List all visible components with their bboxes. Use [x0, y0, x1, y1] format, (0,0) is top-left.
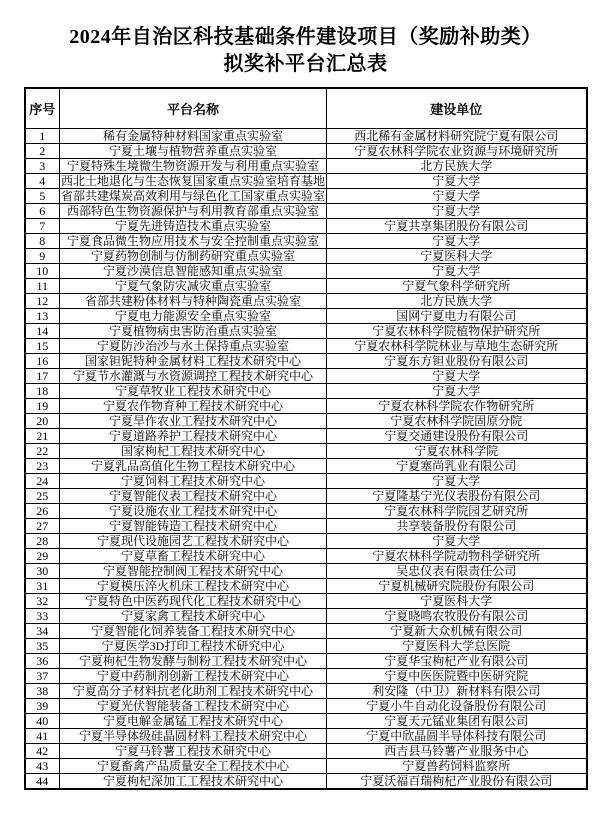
row-index-cell: 6	[25, 204, 60, 219]
platform-name-cell: 宁夏半导体级硅晶圆材料工程技术研究中心	[60, 729, 327, 744]
row-index-cell: 23	[25, 459, 60, 474]
row-index-cell: 17	[25, 369, 60, 384]
platform-name-cell: 宁夏先进铸造技术重点实验室	[60, 219, 327, 234]
builder-name-cell: 西北稀有金属材料研究院宁夏有限公司	[327, 129, 587, 144]
builder-name-cell: 宁夏大学	[327, 204, 587, 219]
builder-name-cell: 宁夏大学	[327, 369, 587, 384]
platform-name-cell: 宁夏中药制剂创新工程技术研究中心	[60, 669, 327, 684]
row-index-cell: 34	[25, 624, 60, 639]
table-row	[25, 669, 587, 684]
builder-name-cell: 宁夏农林科学院园艺研究所	[327, 504, 587, 519]
builder-name-cell: 北方民族大学	[327, 159, 587, 174]
builder-name-cell: 宁夏农林科学院林业与草地生态研究所	[327, 339, 587, 354]
row-index-cell: 4	[25, 174, 60, 189]
builder-name-cell: 宁夏农林科学院农作物研究所	[327, 399, 587, 414]
builder-name-cell: 利安隆（中卫）新材料有限公司	[327, 684, 587, 699]
row-index-cell: 43	[25, 759, 60, 774]
table-row	[25, 579, 587, 594]
builder-name-cell: 宁夏中欣晶圆半导体科技有限公司	[327, 729, 587, 744]
builder-name-cell: 宁夏农林科学院固原分院	[327, 414, 587, 429]
table-row	[25, 354, 587, 369]
table-row	[25, 714, 587, 729]
row-index-cell: 2	[25, 144, 60, 159]
platform-summary-table	[24, 87, 588, 790]
platform-name-cell: 宁夏药物创制与仿制药研究重点实验室	[60, 249, 327, 264]
builder-name-cell: 西吉县马铃薯产业服务中心	[327, 744, 587, 759]
row-index-cell: 5	[25, 189, 60, 204]
table-row	[25, 399, 587, 414]
platform-name-cell: 宁夏道路养护工程技术研究中心	[60, 429, 327, 444]
row-index-cell: 16	[25, 354, 60, 369]
platform-name-cell: 宁夏畜禽产品质量安全工程技术中心	[60, 759, 327, 774]
row-index-cell: 27	[25, 519, 60, 534]
platform-name-cell: 宁夏现代设施园艺工程技术研究中心	[60, 534, 327, 549]
platform-name-cell: 宁夏旱作农业工程技术研究中心	[60, 414, 327, 429]
table-row	[25, 534, 587, 549]
platform-name-cell: 省部共建粉体材料与特种陶瓷重点实验室	[60, 294, 327, 309]
builder-name-cell: 国网宁夏电力有限公司	[327, 309, 587, 324]
builder-name-cell: 宁夏大学	[327, 189, 587, 204]
builder-name-cell: 宁夏兽药饲料监察所	[327, 759, 587, 774]
table-row	[25, 489, 587, 504]
table-row	[25, 279, 587, 294]
table-row	[25, 639, 587, 654]
page-title	[0, 0, 611, 78]
table-row	[25, 474, 587, 489]
row-index-cell: 14	[25, 324, 60, 339]
table-row	[25, 174, 587, 189]
table-row	[25, 654, 587, 669]
builder-name-cell: 共享装备股份有限公司	[327, 519, 587, 534]
row-index-cell: 41	[25, 729, 60, 744]
table-row	[25, 624, 587, 639]
table-row	[25, 159, 587, 174]
row-index-cell: 19	[25, 399, 60, 414]
table-row	[25, 264, 587, 279]
row-index-cell: 38	[25, 684, 60, 699]
builder-name-cell: 宁夏大学	[327, 234, 587, 249]
builder-name-cell: 宁夏机械研究院股份有限公司	[327, 579, 587, 594]
row-index-cell: 22	[25, 444, 60, 459]
platform-name-cell: 宁夏植物病虫害防治重点实验室	[60, 324, 327, 339]
builder-name-cell: 北方民族大学	[327, 294, 587, 309]
row-index-cell: 8	[25, 234, 60, 249]
row-index-cell: 31	[25, 579, 60, 594]
platform-name-cell: 国家钽铌特种金属材料工程技术研究中心	[60, 354, 327, 369]
builder-name-cell: 宁夏农林科学院动物科学研究所	[327, 549, 587, 564]
platform-name-cell: 宁夏特色中医药现代化工程技术研究中心	[60, 594, 327, 609]
table-header	[25, 88, 587, 129]
platform-name-cell: 宁夏节水灌溉与水资源调控工程技术研究中心	[60, 369, 327, 384]
platform-name-cell: 宁夏智能化饲养装备工程技术研究中心	[60, 624, 327, 639]
row-index-cell: 1	[25, 129, 60, 144]
table-row	[25, 744, 587, 759]
row-index-cell: 32	[25, 594, 60, 609]
header-cell-platform: 平台名称	[60, 88, 327, 129]
platform-name-cell: 宁夏智能铸造工程技术研究中心	[60, 519, 327, 534]
table-row	[25, 444, 587, 459]
row-index-cell: 24	[25, 474, 60, 489]
platform-name-cell: 宁夏气象防灾减灾重点实验室	[60, 279, 327, 294]
row-index-cell: 12	[25, 294, 60, 309]
row-index-cell: 39	[25, 699, 60, 714]
builder-name-cell: 宁夏医科大学	[327, 594, 587, 609]
platform-name-cell: 宁夏枸杞生物发酵与制粉工程技术研究中心	[60, 654, 327, 669]
table-row	[25, 774, 587, 790]
platform-name-cell: 宁夏农作物育种工程技术研究中心	[60, 399, 327, 414]
row-index-cell: 15	[25, 339, 60, 354]
platform-name-cell: 省部共建煤炭高效利用与绿色化工国家重点实验室	[60, 189, 325, 203]
row-index-cell: 36	[25, 654, 60, 669]
builder-name-cell: 宁夏大学	[327, 534, 587, 549]
platform-name-cell: 宁夏乳品高值化生物工程技术研究中心	[60, 459, 327, 474]
platform-name-cell: 宁夏饲料工程技术研究中心	[60, 474, 327, 489]
row-index-cell: 29	[25, 549, 60, 564]
table-row	[25, 549, 587, 564]
table-row	[25, 144, 587, 159]
page-title-line1: 2024年自治区科技基础条件建设项目（奖励补助类）	[69, 26, 542, 48]
table-row	[25, 684, 587, 699]
row-index-cell: 11	[25, 279, 60, 294]
row-index-cell: 18	[25, 384, 60, 399]
builder-name-cell: 宁夏大学	[327, 174, 587, 189]
row-index-cell: 44	[25, 774, 60, 790]
builder-name-cell: 宁夏隆基宁光仪表股份有限公司	[327, 489, 587, 504]
builder-name-cell: 宁夏天元锰业集团有限公司	[327, 714, 587, 729]
table-row	[25, 384, 587, 399]
platform-name-cell: 宁夏模压淬火机床工程技术研究中心	[60, 579, 327, 594]
header-cell-builder: 建设单位	[327, 88, 587, 129]
platform-name-cell: 宁夏电解金属锰工程技术研究中心	[60, 714, 327, 729]
platform-name-cell: 宁夏智能仪表工程技术研究中心	[60, 489, 327, 504]
row-index-cell: 3	[25, 159, 60, 174]
row-index-cell: 25	[25, 489, 60, 504]
builder-name-cell: 宁夏新大众机械有限公司	[327, 624, 587, 639]
builder-name-cell: 宁夏晓鸣农牧股份有限公司	[327, 609, 587, 624]
table-row	[25, 519, 587, 534]
platform-name-cell: 宁夏食品微生物应用技术与安全控制重点实验室	[60, 234, 327, 249]
platform-name-cell: 宁夏草牧业工程技术研究中心	[60, 384, 327, 399]
builder-name-cell: 宁夏交通建设股份有限公司	[327, 429, 587, 444]
header-cell-index: 序号	[25, 88, 60, 129]
platform-name-cell: 宁夏智能控制阀工程技术研究中心	[60, 564, 327, 579]
row-index-cell: 7	[25, 219, 60, 234]
platform-name-cell: 宁夏电力能源安全重点实验室	[60, 309, 327, 324]
platform-name-cell: 宁夏特殊生境微生物资源开发与利用重点实验室	[60, 159, 327, 174]
platform-name-cell: 宁夏高分子材料抗老化助剂工程技术研究中心	[60, 684, 327, 699]
row-index-cell: 20	[25, 414, 60, 429]
builder-name-cell: 宁夏农林科学院	[327, 444, 587, 459]
row-index-cell: 28	[25, 534, 60, 549]
table-row	[25, 429, 587, 444]
builder-name-cell: 宁夏小牛自动化设备股份有限公司	[327, 699, 587, 714]
builder-name-cell: 宁夏医科大学	[327, 249, 587, 264]
table-row	[25, 609, 587, 624]
table-row	[25, 339, 587, 354]
header-row	[25, 88, 587, 129]
table-row	[25, 594, 587, 609]
builder-name-cell: 宁夏共享集团股份有限公司	[327, 219, 587, 234]
platform-name-cell: 宁夏家禽工程技术研究中心	[60, 609, 327, 624]
table-row	[25, 459, 587, 474]
row-index-cell: 40	[25, 714, 60, 729]
table-row	[25, 729, 587, 744]
platform-name-cell: 西北土地退化与生态恢复国家重点实验室培育基地	[60, 174, 325, 188]
row-index-cell: 42	[25, 744, 60, 759]
platform-name-cell: 宁夏设施农业工程技术研究中心	[60, 504, 327, 519]
platform-name-cell: 宁夏枸杞深加工工程技术研究中心	[60, 774, 327, 790]
builder-name-cell: 宁夏塞尚乳业有限公司	[327, 459, 587, 474]
row-index-cell: 35	[25, 639, 60, 654]
table-row	[25, 759, 587, 774]
row-index-cell: 13	[25, 309, 60, 324]
row-index-cell: 21	[25, 429, 60, 444]
builder-name-cell: 宁夏大学	[327, 384, 587, 399]
builder-name-cell: 宁夏医科大学总医院	[327, 639, 587, 654]
table-row	[25, 189, 587, 204]
builder-name-cell: 宁夏农林科学院农业资源与环境研究所	[327, 144, 587, 159]
platform-name-cell: 宁夏马铃薯工程技术研究中心	[60, 744, 327, 759]
platform-name-cell: 宁夏草畜工程技术研究中心	[60, 549, 327, 564]
row-index-cell: 33	[25, 609, 60, 624]
table-row	[25, 504, 587, 519]
builder-name-cell: 宁夏大学	[327, 264, 587, 279]
row-index-cell: 9	[25, 249, 60, 264]
table-row	[25, 699, 587, 714]
table-body	[25, 129, 587, 790]
row-index-cell: 10	[25, 264, 60, 279]
table-row	[25, 129, 587, 144]
platform-name-cell: 国家枸杞工程技术研究中心	[60, 444, 327, 459]
builder-name-cell: 吴忠仪表有限责任公司	[327, 564, 587, 579]
table-row	[25, 414, 587, 429]
builder-name-cell: 宁夏农林科学院植物保护研究所	[327, 324, 587, 339]
table-row	[25, 324, 587, 339]
builder-name-cell: 宁夏沃福百瑞枸杞产业股份有限公司	[327, 774, 587, 790]
table-row	[25, 564, 587, 579]
builder-name-cell: 宁夏东方钽业股份有限公司	[327, 354, 587, 369]
page-title-line2: 拟奖补平台汇总表	[223, 53, 388, 75]
builder-name-cell: 宁夏华宝枸杞产业有限公司	[327, 654, 587, 669]
table-row	[25, 369, 587, 384]
platform-name-cell: 稀有金属特种材料国家重点实验室	[60, 129, 327, 144]
platform-name-cell: 西部特色生物资源保护与利用教育部重点实验室	[60, 204, 327, 219]
table-row	[25, 309, 587, 324]
platform-name-cell: 宁夏医学3D打印工程技术研究中心	[60, 639, 327, 654]
table-row	[25, 204, 587, 219]
row-index-cell: 30	[25, 564, 60, 579]
builder-name-cell: 宁夏中医医院暨中医研究院	[327, 669, 587, 684]
row-index-cell: 37	[25, 669, 60, 684]
builder-name-cell: 宁夏气象科学研究所	[327, 279, 587, 294]
row-index-cell: 26	[25, 504, 60, 519]
platform-name-cell: 宁夏防沙治沙与水土保持重点实验室	[60, 339, 327, 354]
builder-name-cell: 宁夏大学	[327, 474, 587, 489]
table-row	[25, 219, 587, 234]
platform-name-cell: 宁夏沙漠信息智能感知重点实验室	[60, 264, 327, 279]
table-row	[25, 234, 587, 249]
platform-name-cell: 宁夏光伏智能装备工程技术研究中心	[60, 699, 327, 714]
platform-name-cell: 宁夏土壤与植物营养重点实验室	[60, 144, 327, 159]
table-row	[25, 249, 587, 264]
table-row	[25, 294, 587, 309]
